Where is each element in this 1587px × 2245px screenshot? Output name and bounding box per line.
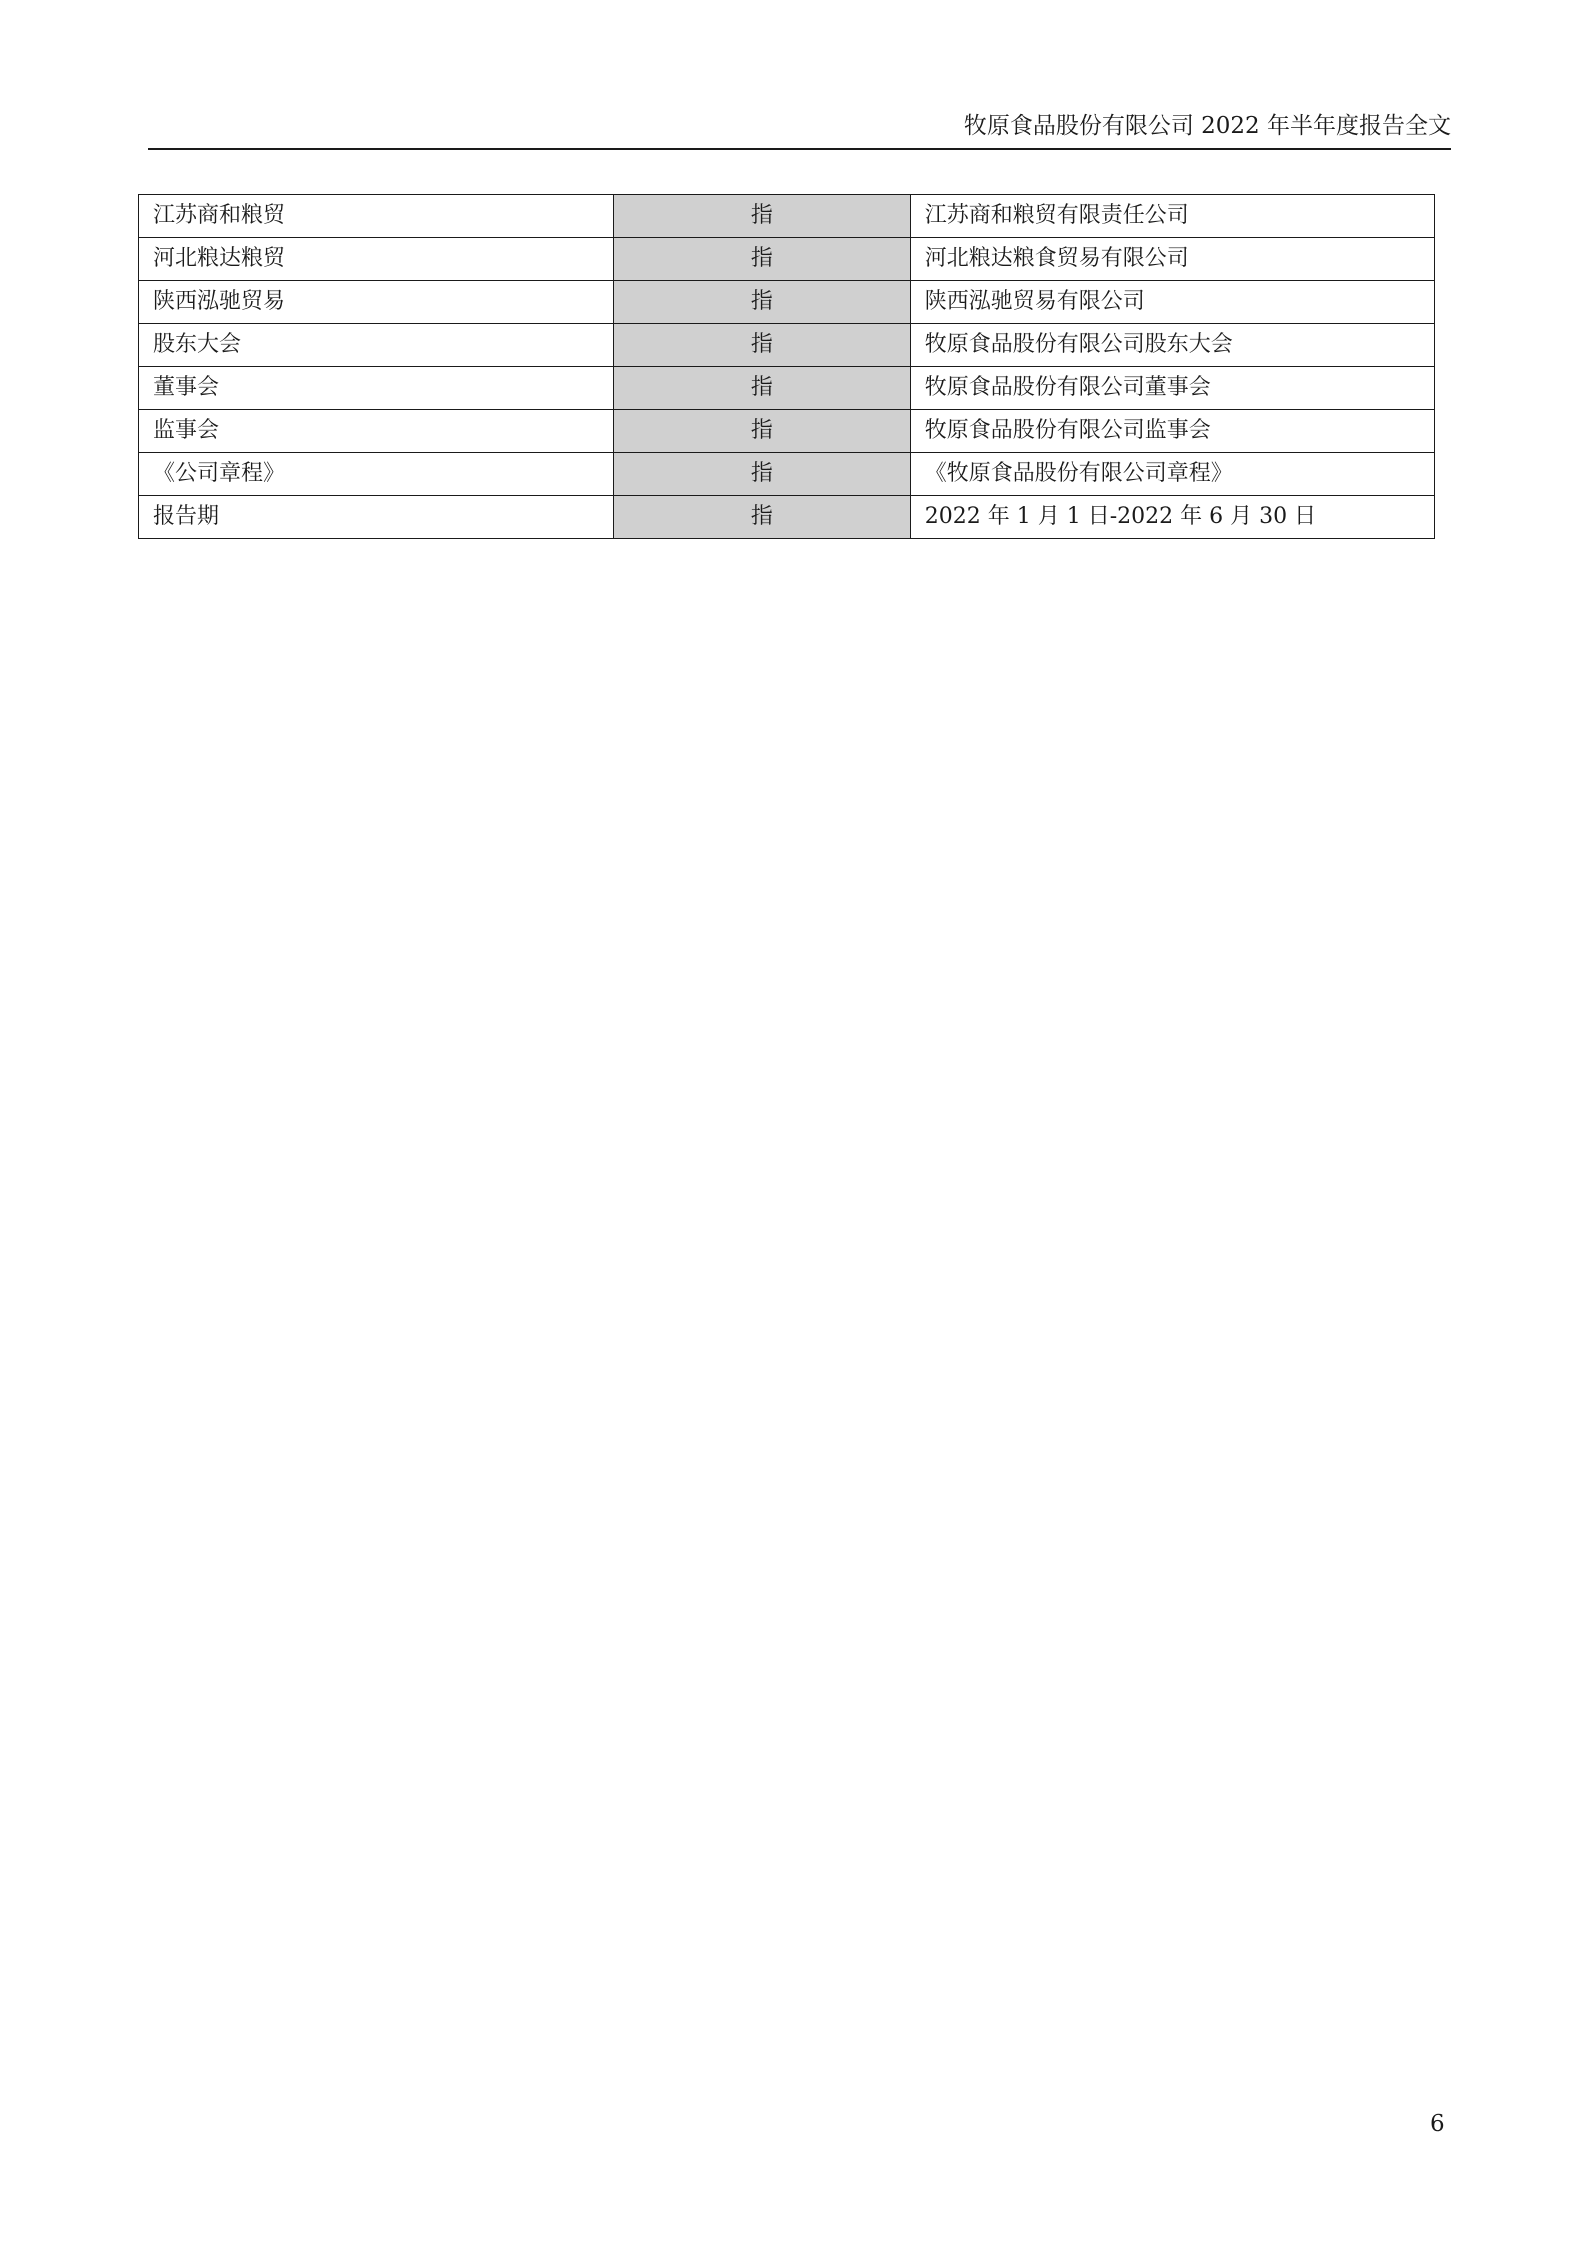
definition-cell: 江苏商和粮贸有限责任公司 — [910, 195, 1434, 238]
definition-cell: 河北粮达粮食贸易有限公司 — [910, 238, 1434, 281]
term-cell: 监事会 — [139, 410, 614, 453]
relation-cell: 指 — [613, 410, 910, 453]
table-row — [139, 453, 1435, 496]
definition-cell: 陕西泓驰贸易有限公司 — [910, 281, 1434, 324]
relation-cell: 指 — [613, 281, 910, 324]
term-cell: 股东大会 — [139, 324, 614, 367]
term-cell: 河北粮达粮贸 — [139, 238, 614, 281]
relation-cell: 指 — [613, 324, 910, 367]
relation-cell: 指 — [613, 195, 910, 238]
page-number: 6 — [1430, 2111, 1445, 2137]
table-row — [139, 324, 1435, 367]
table-row — [139, 496, 1435, 539]
definition-cell: 牧原食品股份有限公司监事会 — [910, 410, 1434, 453]
term-cell: 董事会 — [139, 367, 614, 410]
table-row — [139, 281, 1435, 324]
definition-cell: 牧原食品股份有限公司董事会 — [910, 367, 1434, 410]
definition-cell: 《牧原食品股份有限公司章程》 — [910, 453, 1434, 496]
table-row — [139, 410, 1435, 453]
relation-cell: 指 — [613, 496, 910, 539]
term-cell: 江苏商和粮贸 — [139, 195, 614, 238]
relation-cell: 指 — [613, 367, 910, 410]
definitions-table — [138, 194, 1435, 539]
relation-cell: 指 — [613, 453, 910, 496]
table-row — [139, 195, 1435, 238]
term-cell: 报告期 — [139, 496, 614, 539]
report-title: 牧原食品股份有限公司 2022 年半年度报告全文 — [963, 113, 1451, 139]
page-header — [148, 110, 1451, 150]
definition-cell: 2022 年 1 月 1 日-2022 年 6 月 30 日 — [910, 496, 1434, 539]
relation-cell: 指 — [613, 238, 910, 281]
definition-cell: 牧原食品股份有限公司股东大会 — [910, 324, 1434, 367]
term-cell: 陕西泓驰贸易 — [139, 281, 614, 324]
table-row — [139, 367, 1435, 410]
term-cell: 《公司章程》 — [139, 453, 614, 496]
table-row — [139, 238, 1435, 281]
